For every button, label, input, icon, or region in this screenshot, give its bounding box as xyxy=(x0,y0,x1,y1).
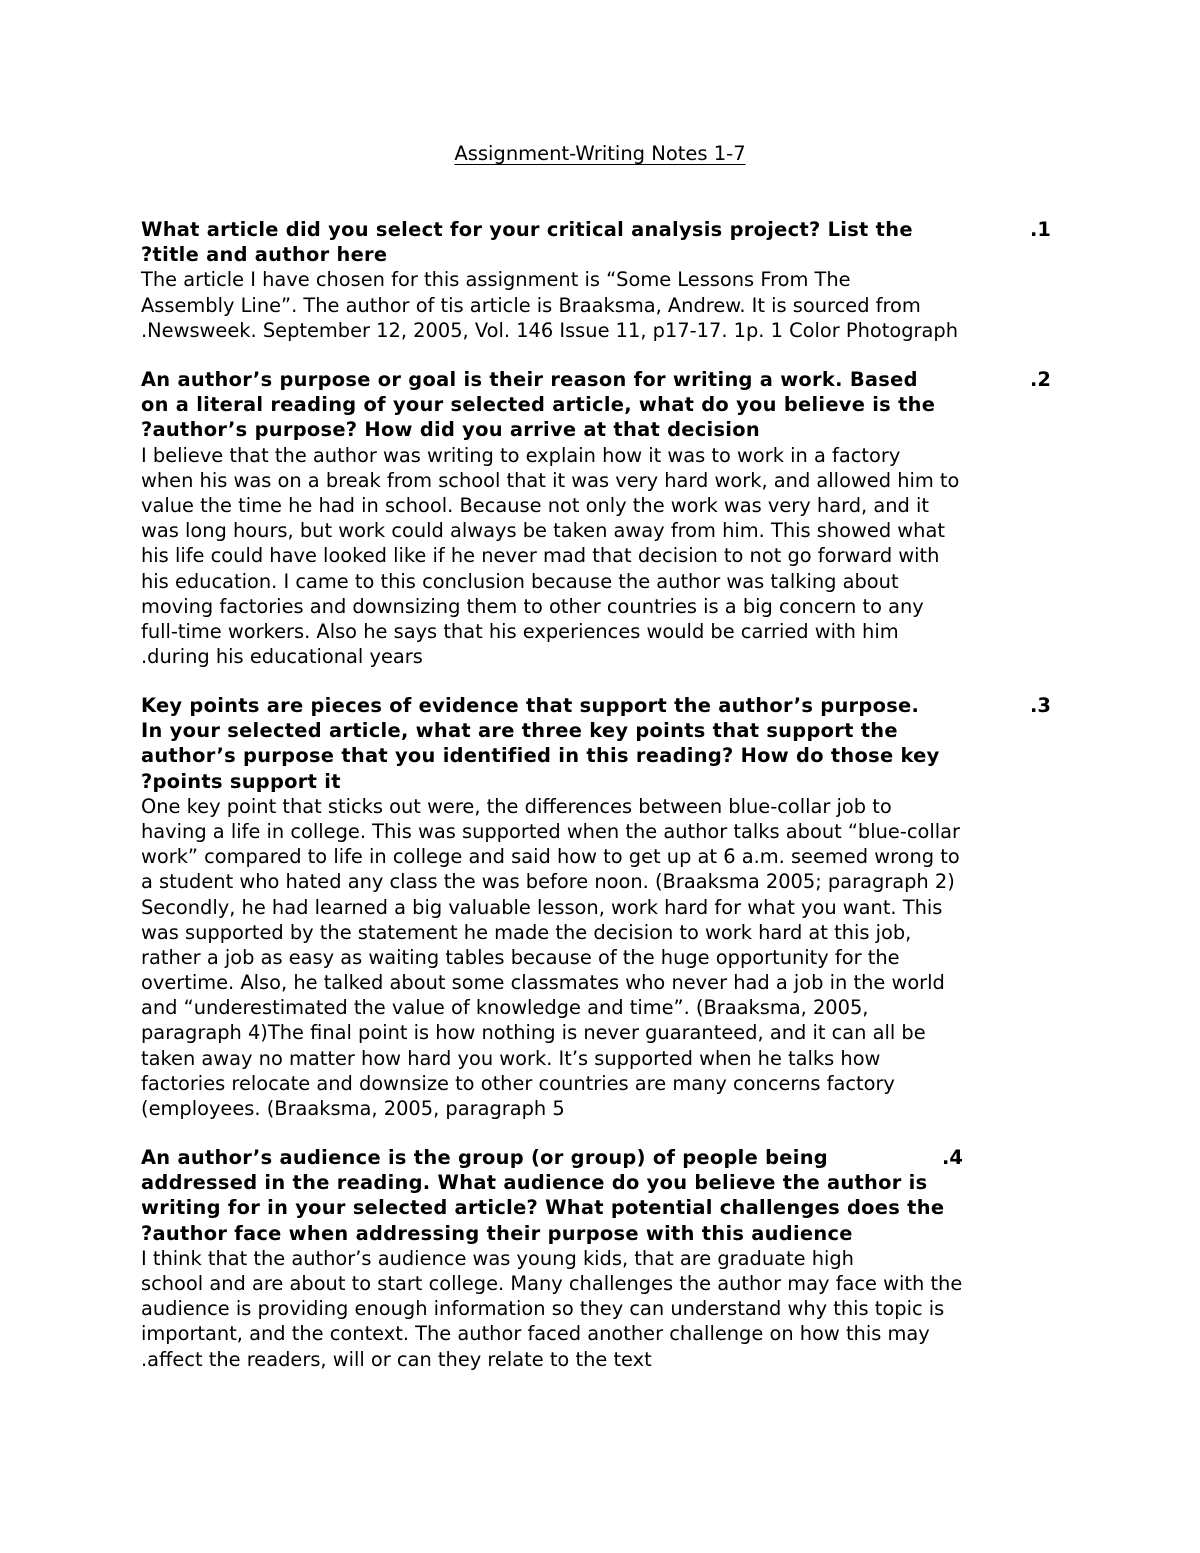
section-number: .3 xyxy=(1030,694,1051,717)
question-line: ?author face when addressing their purpose with this audience xyxy=(141,1221,853,1245)
question-line: ?points support it xyxy=(141,769,341,793)
answer-line: value the time he had in school. Because not only the work was very hard, and it xyxy=(141,493,929,517)
answer-line: his life could have looked like if he never mad that decision to not go forward with xyxy=(141,544,940,568)
answer-line: important, and the context. The author faced another challenge on how this may xyxy=(141,1322,930,1346)
question-line: An author’s purpose or goal is their reason for writing a work. Based xyxy=(141,368,918,391)
section-2 xyxy=(141,367,1061,669)
answer-line: rather a job as easy as waiting tables because of the huge opportunity for the xyxy=(141,945,900,969)
answer-line: I believe that the author was writing to explain how it was to work in a factory xyxy=(141,443,901,467)
question-line: ?title and author here xyxy=(141,243,388,267)
question-line: Key points are pieces of evidence that support the author’s purpose. xyxy=(141,694,920,717)
section-number: .4 xyxy=(942,1146,963,1169)
question-line: writing for in your selected article? What potential challenges does the xyxy=(141,1196,945,1220)
section-1 xyxy=(141,217,1061,343)
answer-line: Secondly, he had learned a big valuable lesson, work hard for what you want. This xyxy=(141,895,943,919)
answer-line: having a life in college. This was supported when the author talks about “blue-collar xyxy=(141,819,960,843)
answer-line: work” compared to life in college and said how to get up at 6 a.m. seemed wrong to xyxy=(141,845,960,869)
question-line: addressed in the reading. What audience do you believe the author is xyxy=(141,1171,928,1195)
answer-line: .Newsweek. September 12, 2005, Vol. 146 Issue 11, p17-17. 1p. 1 Color Photograph xyxy=(141,318,958,342)
question-line: ?author’s purpose? How did you arrive at that decision xyxy=(141,418,760,442)
answer-line: Assembly Line”. The author of tis article is Braaksma, Andrew. It is sourced from xyxy=(141,293,921,317)
answer-line: school and are about to start college. Many challenges the author may face with the xyxy=(141,1271,963,1295)
answer-line: factories relocate and downsize to other countries are many concerns factory xyxy=(141,1071,895,1095)
answer-line: taken away no matter how hard you work. It’s supported when he talks how xyxy=(141,1046,881,1070)
question-line: In your selected article, what are three key points that support the xyxy=(141,719,898,743)
answer-line: paragraph 4)The final point is how nothing is never guaranteed, and it can all be xyxy=(141,1021,926,1045)
answer-line: when his was on a break from school that it was very hard work, and allowed him to xyxy=(141,468,960,492)
section-3 xyxy=(141,693,1061,1121)
section-number: .2 xyxy=(1030,368,1051,391)
answer-line: moving factories and downsizing them to other countries is a big concern to any xyxy=(141,594,924,618)
answer-line: I think that the author’s audience was young kids, that are graduate high xyxy=(141,1246,854,1270)
question-line: author’s purpose that you identified in this reading? How do those key xyxy=(141,744,940,768)
question-line: An author’s audience is the group (or group) of people being xyxy=(141,1146,828,1169)
answer-line: .affect the readers, will or can they relate to the text xyxy=(141,1347,652,1371)
answer-line: .during his educational years xyxy=(141,645,423,669)
answer-line: and “underestimated the value of knowledge and time”. (Braaksma, 2005, xyxy=(141,996,869,1020)
question-line: on a literal reading of your selected article, what do you believe is the xyxy=(141,393,936,417)
answer-line: One key point that sticks out were, the differences between blue-collar job to xyxy=(141,794,892,818)
answer-line: a student who hated any class the was before noon. (Braaksma 2005; paragraph 2) xyxy=(141,870,955,894)
answer-line: full-time workers. Also he says that his experiences would be carried with him xyxy=(141,619,899,643)
answer-line: audience is providing enough information so they can understand why this topic is xyxy=(141,1297,945,1321)
answer-line: overtime. Also, he talked about some classmates who never had a job in the world xyxy=(141,971,945,995)
question-line: What article did you select for your critical analysis project? List the xyxy=(141,218,913,241)
answer-line: his education. I came to this conclusion because the author was talking about xyxy=(141,569,899,593)
document-title: Assignment-Writing Notes 1-7 xyxy=(454,142,746,165)
section-number: .1 xyxy=(1030,218,1051,241)
answer-line: was long hours, but work could always be taken away from him. This showed what xyxy=(141,519,945,543)
section-4 xyxy=(141,1145,1061,1372)
answer-line: was supported by the statement he made the decision to work hard at this job, xyxy=(141,920,912,944)
answer-line: The article I have chosen for this assignment is “Some Lessons From The xyxy=(141,268,851,292)
answer-line: (employees. (Braaksma, 2005, paragraph 5 xyxy=(141,1097,565,1120)
